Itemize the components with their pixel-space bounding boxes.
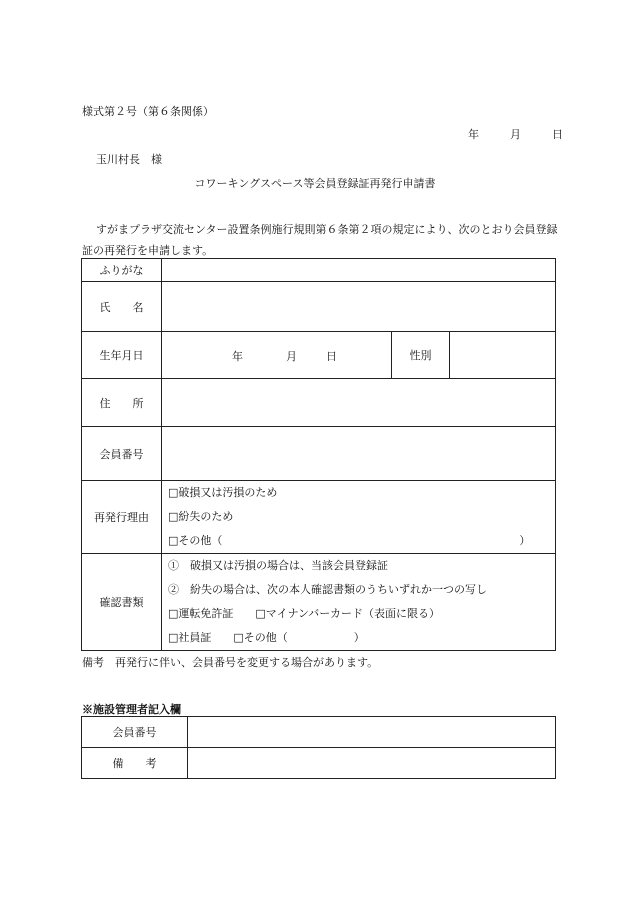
application-date: [468, 126, 563, 142]
admin-table: [81, 716, 556, 779]
application-statement: すがまプラザ交流センター設置条例施行規則第６条第２項の規定により、次のとおり会員登録証の再発行を申請します。: [82, 223, 558, 257]
document-title: コワーキングスペース等会員登録証再発行申請書: [194, 177, 436, 190]
doc-options-employee-other[interactable]: □社員証 □その他（ ）: [168, 631, 365, 644]
reissue-reason-label: 再発行理由: [82, 481, 162, 554]
sex-label: 性別: [392, 332, 450, 379]
date-day: 日: [552, 128, 563, 141]
remarks-note: 備考 再発行に伴い、会員番号を変更する場合があります。: [82, 656, 379, 669]
furigana-label: ふりがな: [82, 259, 162, 282]
member-number-label: 会員番号: [82, 427, 162, 481]
birth-date-label: 生年月日: [82, 332, 162, 379]
birth-day-unit: 日: [326, 350, 337, 363]
confirmation-docs-label: 確認書類: [82, 554, 162, 651]
doc-options-license-mynumber[interactable]: □運転免許証 □マイナンバーカード（表面に限る）: [168, 607, 441, 620]
address-label: 住 所: [82, 379, 162, 427]
date-month: 月: [510, 128, 521, 141]
name-label: 氏 名: [82, 282, 162, 332]
birth-date-field[interactable]: [162, 332, 392, 379]
reason-option-lost[interactable]: □紛失のため: [168, 510, 234, 523]
member-number-field[interactable]: [162, 427, 556, 481]
sex-field[interactable]: [450, 332, 556, 379]
birth-year-unit: 年: [232, 350, 243, 363]
name-field[interactable]: [162, 282, 556, 332]
admin-section-title: ※施設管理者記入欄: [82, 703, 181, 716]
reissue-reason-options: [162, 481, 556, 554]
doc-note-lost: ② 紛失の場合は、次の本人確認書類のうちいずれか一つの写し: [168, 583, 487, 596]
admin-remarks-field[interactable]: [188, 748, 556, 779]
admin-member-number-label: 会員番号: [82, 717, 188, 748]
address-field[interactable]: [162, 379, 556, 427]
application-table: [81, 258, 556, 651]
admin-remarks-label: 備 考: [82, 748, 188, 779]
date-year: 年: [468, 128, 479, 141]
doc-note-damage: ① 破損又は汚損の場合は、当該会員登録証: [168, 559, 388, 572]
confirmation-docs-list: [162, 554, 556, 651]
form-number: 様式第２号（第６条関係）: [82, 105, 214, 118]
reason-option-other[interactable]: □その他（ ）: [168, 534, 531, 547]
furigana-field[interactable]: [162, 259, 556, 282]
birth-month-unit: 月: [286, 350, 297, 363]
addressee: 玉川村長 様: [96, 153, 162, 166]
admin-member-number-field[interactable]: [188, 717, 556, 748]
reason-option-damage[interactable]: □破損又は汚損のため: [168, 486, 278, 499]
